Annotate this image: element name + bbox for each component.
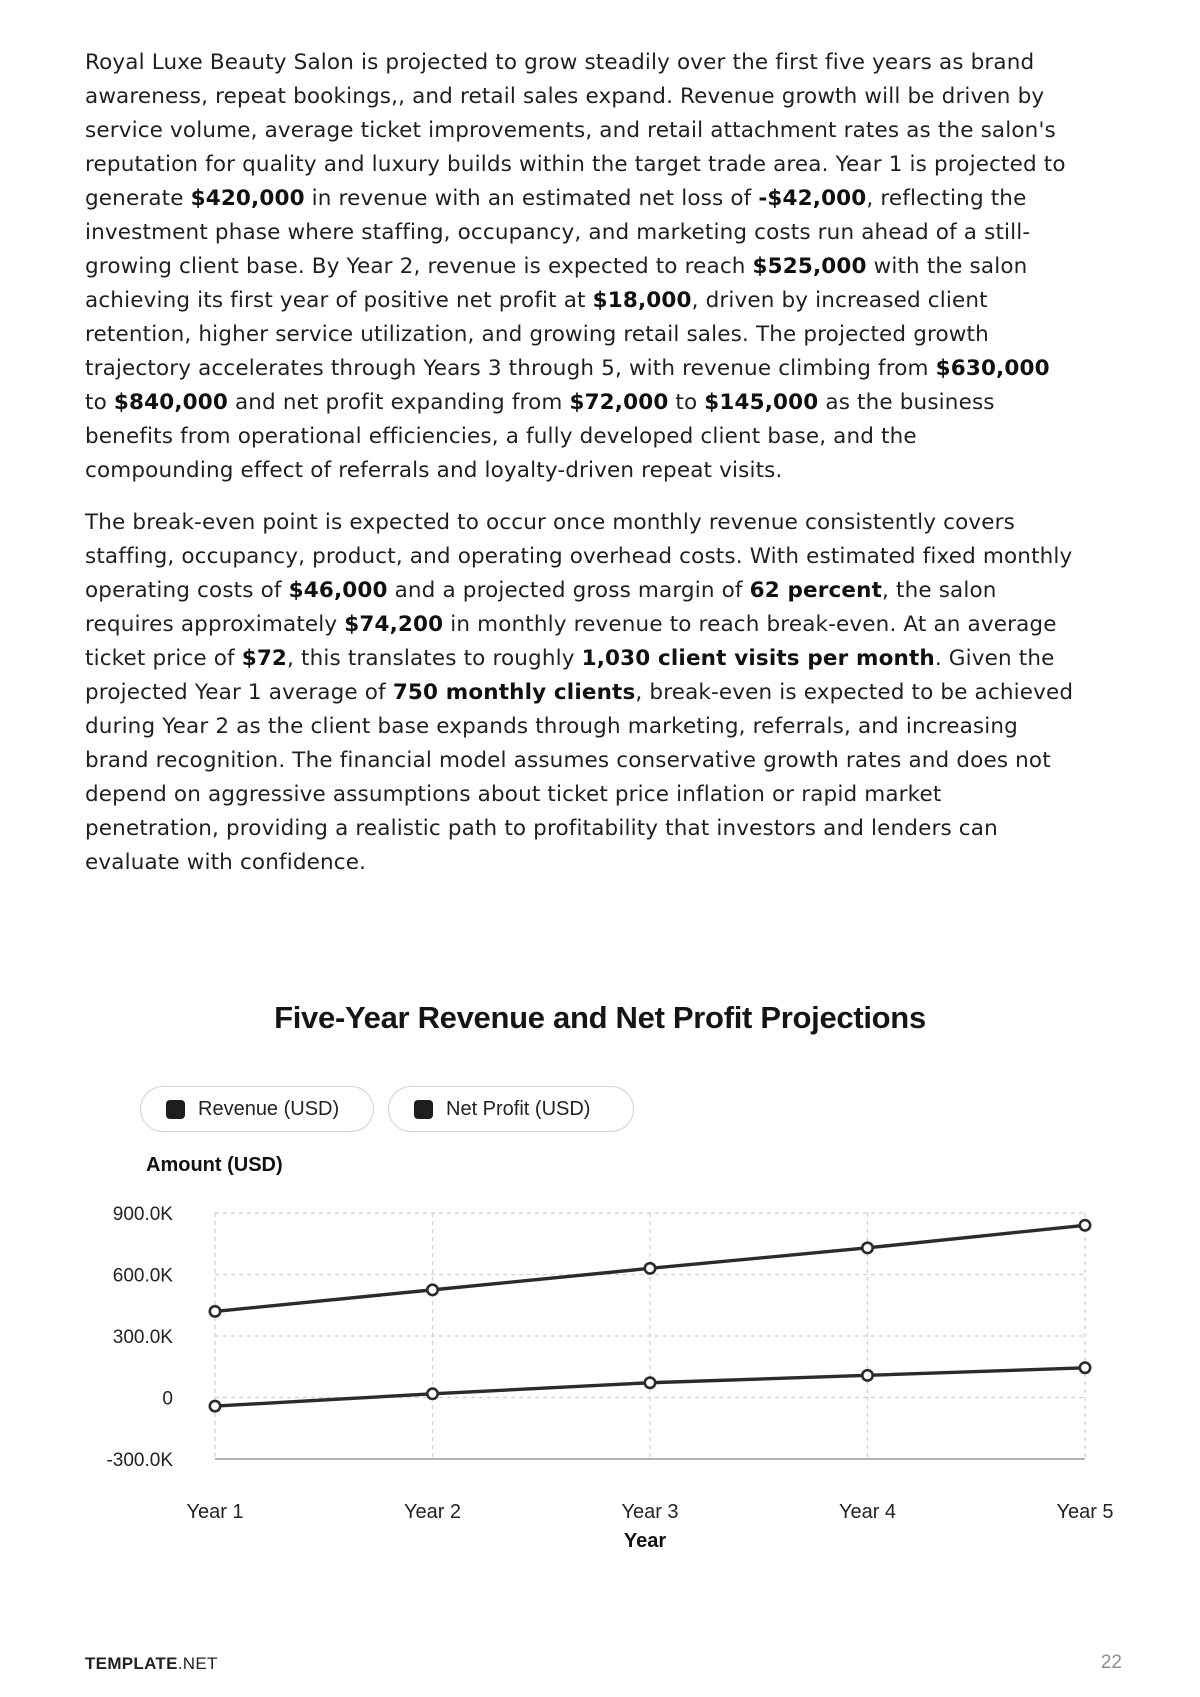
text-run: , the salon — [882, 578, 997, 603]
text-run: , driven by increased client — [691, 288, 988, 313]
text-run: and net profit expanding from — [227, 390, 570, 415]
text-run: projected Year 1 average of — [85, 680, 393, 705]
text-run: operating costs of — [85, 578, 289, 603]
data-point-revenue — [1080, 1220, 1090, 1230]
text-run: The break-even point is expected to occur once monthly revenue consistently covers — [85, 510, 1016, 535]
text-run: compounding effect of referrals and loyalty-driven repeat visits. — [85, 458, 783, 483]
text-run: during Year 2 as the client base expands through marketing, referrals, and increasing — [85, 714, 1018, 739]
text-run: to — [85, 390, 114, 415]
x-tick-label: Year 4 — [838, 1501, 897, 1523]
chart-title: Five-Year Revenue and Net Profit Projections — [274, 1000, 926, 1035]
data-point-revenue — [862, 1243, 872, 1253]
text-run: achieving its first year of positive net profit at — [85, 288, 593, 313]
text-run: retention, higher service utilization, and growing retail sales. The projected growth — [85, 322, 989, 347]
text-run: ticket price of — [85, 646, 242, 671]
data-point-net-profit — [210, 1401, 220, 1411]
text-run: awareness, repeat bookings,, and retail sales expand. Revenue growth will be driven by — [85, 84, 1045, 109]
text-run: to — [668, 390, 705, 415]
y-tick-label: 600.0K — [112, 1265, 173, 1287]
data-point-revenue — [210, 1306, 220, 1316]
y-tick-label: -300.0K — [106, 1450, 173, 1471]
text-run: service volume, average ticket improvements, and retail attachment rates as the salon's — [85, 118, 1056, 143]
bold-figure: $18,000 — [592, 288, 692, 313]
bold-figure: $72 — [241, 646, 288, 671]
text-run: . Given the — [934, 646, 1055, 671]
data-point-net-profit — [645, 1378, 655, 1388]
data-point-net-profit — [427, 1389, 437, 1399]
data-point-net-profit — [862, 1370, 872, 1380]
text-run: and a projected gross margin of — [387, 578, 750, 603]
footer-brand-logo — [85, 1654, 218, 1674]
footer-brand-bold: TEMPLATE — [85, 1654, 178, 1673]
bold-figure: 62 percent — [749, 578, 883, 603]
bold-figure: $46,000 — [288, 578, 388, 603]
page-number: 22 — [1100, 1652, 1122, 1673]
bold-figure: $630,000 — [935, 356, 1050, 381]
footer-brand-suffix: .NET — [177, 1654, 218, 1673]
x-tick-label: Year 1 — [186, 1501, 244, 1523]
text-run: with the salon — [866, 254, 1028, 279]
text-run: growing client base. By Year 2, revenue is expected to reach — [85, 254, 753, 279]
bold-figure: -$42,000 — [758, 186, 867, 211]
y-tick-label: 300.0K — [112, 1327, 173, 1348]
y-tick-labels — [106, 1204, 173, 1471]
text-run: staffing, occupancy, product, and operating overhead costs. With estimated fixed monthly — [85, 544, 1073, 569]
text-run: evaluate with confidence. — [85, 850, 367, 875]
chart-grid — [215, 1213, 1085, 1459]
data-point-revenue — [427, 1285, 437, 1295]
bold-figure: 1,030 client visits per month — [581, 646, 935, 671]
text-run: as the business — [818, 390, 995, 415]
y-tick-label: 0 — [162, 1388, 173, 1410]
text-run: in revenue with an estimated net loss of — [304, 186, 759, 211]
data-point-net-profit — [1080, 1363, 1090, 1373]
text-run: requires approximately — [85, 612, 345, 637]
x-tick-label: Year 2 — [403, 1501, 462, 1523]
bold-figure: $145,000 — [704, 390, 819, 415]
bold-figure: $420,000 — [190, 186, 305, 211]
legend-label-net-profit: Net Profit (USD) — [446, 1097, 591, 1120]
bold-figure: $74,200 — [344, 612, 444, 637]
legend-label-revenue: Revenue (USD) — [198, 1097, 340, 1120]
bold-figure: $840,000 — [113, 390, 228, 415]
text-run: reputation for quality and luxury builds within the target trade area. Year 1 is projected to — [85, 152, 1066, 177]
text-run: , break-even is expected to be achieved — [635, 680, 1074, 705]
text-run: trajectory accelerates through Years 3 through 5, with revenue climbing from — [85, 356, 936, 381]
bold-figure: $72,000 — [569, 390, 669, 415]
text-run: brand recognition. The financial model assumes conservative growth rates and does not — [85, 748, 1051, 773]
x-tick-label: Year 3 — [621, 1501, 679, 1523]
text-run: investment phase where staffing, occupancy, and marketing costs run ahead of a still- — [85, 220, 1031, 245]
x-tick-label: Year 5 — [1056, 1501, 1114, 1523]
data-point-revenue — [645, 1263, 655, 1273]
text-run: , this translates to roughly — [287, 646, 582, 671]
text-run: in monthly revenue to reach break-even. At an average — [443, 612, 1057, 637]
bold-figure: $525,000 — [752, 254, 867, 279]
text-run: penetration, providing a realistic path to profitability that investors and lenders can — [85, 816, 998, 841]
x-axis-title: Year — [623, 1530, 667, 1552]
text-run: depend on aggressive assumptions about ticket price inflation or rapid market — [85, 782, 942, 807]
x-tick-labels — [186, 1501, 1113, 1523]
text-run: benefits from operational efficiencies, a fully developed client base, and the — [85, 424, 917, 449]
y-tick-label: 900.0K — [112, 1204, 173, 1225]
bold-figure: 750 monthly clients — [392, 680, 636, 705]
text-run: , reflecting the — [866, 186, 1027, 211]
y-axis-title: Amount (USD) — [146, 1154, 283, 1176]
text-run: Royal Luxe Beauty Salon is projected to grow steadily over the first five years as brand — [85, 50, 1035, 75]
text-run: generate — [85, 186, 191, 211]
